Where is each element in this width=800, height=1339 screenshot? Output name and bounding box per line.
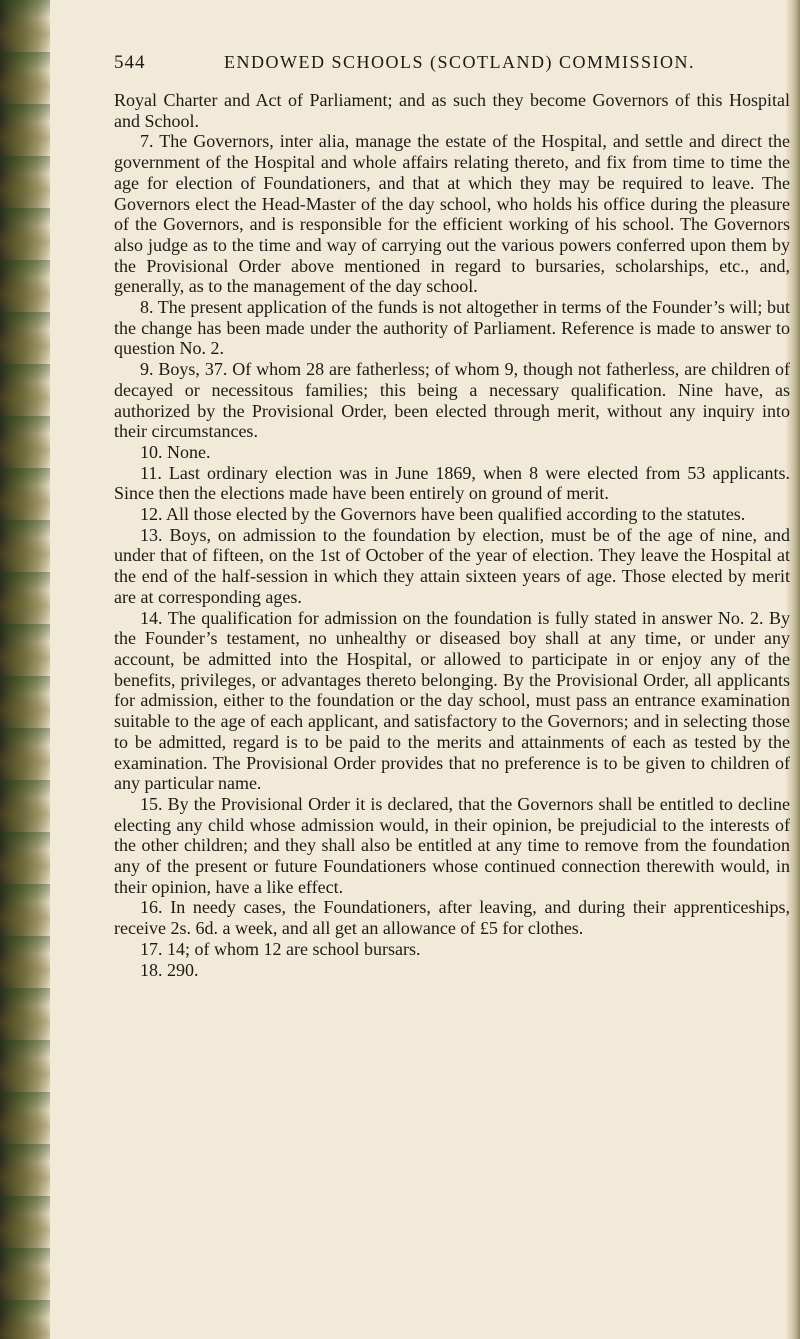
paragraph-11: 11. Last ordinary election was in June 1869, when 8 were elected from 53 applicants. Since then the elections made have been entirely on ground of merit.: [114, 462, 790, 504]
page-number: 544: [114, 52, 146, 73]
body-text: [114, 90, 790, 980]
document-page: [114, 52, 790, 980]
page-gutter-shadow: [0, 0, 50, 1339]
page-header: [114, 52, 790, 86]
paragraph-16: 16. In needy cases, the Foundationers, after leaving, and during their apprenticeships, receive 2s. 6d. a week, and all get an allowance of £5 for clothes.: [114, 897, 790, 939]
paragraph-10: 10. None.: [140, 441, 211, 462]
paragraph-15: 15. By the Provisional Order it is declared, that the Governors shall be entitled to decline electing any child whose admission would, in their opinion, be prejudicial to the interests of the other children; and they shall also be entitled at any time to remove from the foundation any of the present or future Foundationers whose continued connection therewith would, in their opinion, have a like effect.: [114, 793, 790, 897]
paragraph-18: 18. 290.: [140, 959, 199, 980]
paragraph-12: 12. All those elected by the Governors have been qualified according to the statutes.: [140, 504, 746, 525]
paragraph-17: 17. 14; of whom 12 are school bursars.: [140, 938, 421, 959]
paragraph-9: 9. Boys, 37. Of whom 28 are fatherless; of whom 9, though not fatherless, are children of decayed or necessitous families; this being a necessary qualification. Nine have, as authorized by the Provisional Order, been elected through merit, without any inquiry into their circumstances.: [114, 359, 790, 442]
paragraph-13: 13. Boys, on admission to the foundation by election, must be of the age of nine, and under that of fifteen, on the 1st of October of the year of election. They leave the Hospital at the end of the half-session in which they attain sixteen years of age. Those elected by merit are at corresponding ages.: [114, 524, 790, 607]
running-head: ENDOWED SCHOOLS (SCOTLAND) COMMISSION.: [224, 52, 696, 72]
paragraph-cont: Royal Charter and Act of Parliament; and as such they become Governors of this Hospital and School.: [114, 90, 790, 131]
paragraph-8: 8. The present application of the funds is not altogether in terms of the Founder’s will; but the change has been made under the authority of Parliament. Reference is made to answer to question No. 2.: [114, 297, 790, 359]
paragraph-14: 14. The qualification for admission on the foundation is fully stated in answer No. 2. By the Founder’s testament, no unhealthy or diseased boy shall at any time, or under any account, be admitted into the Hospital, or allowed to participate in or enjoy any of the benefits, privileges, or advantages thereto belonging. By the Provisional Order, all applicants for admission, either to the foundation or the day school, must pass an entrance examination suitable to the age of each applicant, and satisfactory to the Governors; and in selecting those to be admitted, regard is to be paid to the merits and attainments of each as tested by the examination. The Provisional Order provides that no preference is to be given to children of any particular name.: [114, 607, 790, 794]
paragraph-7: 7. The Governors, inter alia, manage the estate of the Hospital, and settle and direct the government of the Hospital and whole affairs relating thereto, and fix from time to time the age for election of Foundationers, and that at which they may be required to leave. The Governors elect the Head-Master of the day school, who holds his office during the pleasure of the Governors, and is responsible for the efficient working of his school. The Governors also judge as to the time and way of carrying out the various powers conferred upon them by the Provisional Order above mentioned in regard to bursaries, scholarships, etc., and, generally, as to the management of the day school.: [114, 131, 790, 297]
